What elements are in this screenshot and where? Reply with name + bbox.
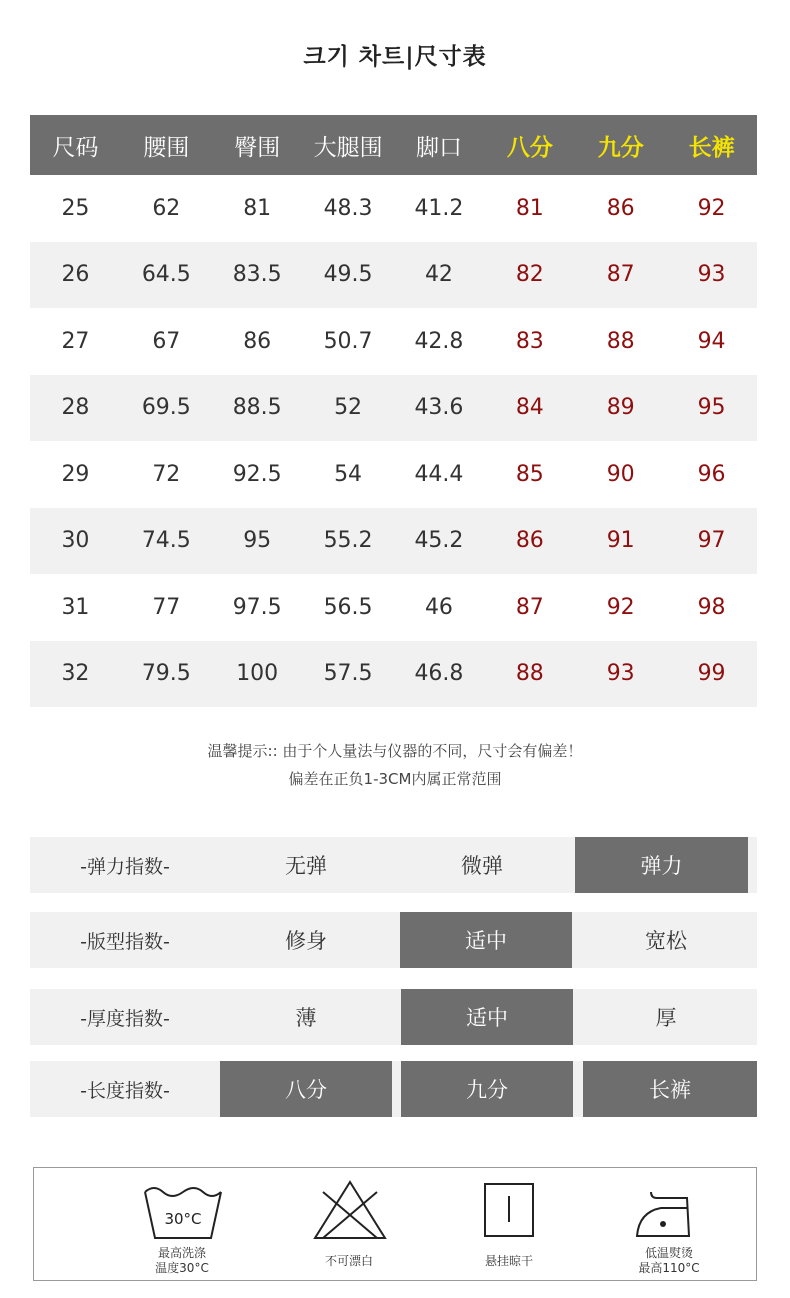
table-cell: 88 [515,661,544,687]
table-cell: 26 [61,262,90,288]
table-cell: 52 [334,395,363,421]
table-cell: 74.5 [141,528,191,554]
table-cell: 81 [515,195,544,221]
table-cell: 92.5 [232,461,282,487]
page-title: 크기 차트|尺寸表 [303,44,487,70]
table-cell: 92 [606,594,635,620]
header-full-length: 长裤 [688,134,735,161]
table-cell: 79.5 [141,661,191,687]
header-hem: 脚口 [415,134,462,161]
table-cell: 90 [606,461,635,487]
elasticity-index-row [30,837,757,893]
table-cell: 27 [61,328,90,354]
table-cell: 50.7 [323,328,373,354]
iron-text-1: 低温熨烫 [644,1246,693,1260]
table-cell: 94 [697,328,726,354]
table-cell: 87 [515,594,544,620]
iron-text-2: 最高110°C [638,1261,700,1275]
table-cell: 100 [236,661,279,687]
dry-text: 悬挂晾干 [484,1254,533,1268]
length-index-row [30,1061,757,1117]
table-cell: 91 [606,528,635,554]
header-hip: 臀围 [234,134,281,161]
table-row [30,641,757,708]
table-cell: 54 [334,461,363,487]
table-cell: 95 [697,395,726,421]
tip-line-1: 温馨提示:: 由于个人量法与仪器的不同，尺寸会有偏差！ [207,742,583,760]
thickness-option-thin: 薄 [295,1006,317,1030]
table-cell: 62 [152,195,181,221]
table-cell: 42.8 [414,328,464,354]
table-cell: 83.5 [232,262,282,288]
table-row [30,375,757,442]
table-cell: 86 [515,528,544,554]
thickness-option-medium-selected: 适中 [401,989,573,1045]
bleach-text: 不可漂白 [324,1254,373,1268]
table-cell: 64.5 [141,262,191,288]
table-cell: 45.2 [414,528,464,554]
table-cell: 88 [606,328,635,354]
length-option-cropped-selected: 八分 [220,1061,392,1117]
fit-index-row [30,912,757,968]
table-cell: 84 [515,395,544,421]
table-cell: 49.5 [323,262,373,288]
table-cell: 72 [152,461,181,487]
table-cell: 83 [515,328,544,354]
care-dry [429,1168,589,1280]
table-row [30,574,757,641]
wash-text-1: 最高洗涤 [157,1246,206,1260]
wash-text-2: 温度30°C [155,1261,209,1275]
table-cell: 93 [697,262,726,288]
table-cell: 86 [243,328,272,354]
size-table [30,115,757,707]
table-cell: 43.6 [414,395,464,421]
table-cell: 92 [697,195,726,221]
care-bleach [269,1168,429,1280]
tip-line-2: 偏差在正负1-3CM内属正常范围 [288,770,502,788]
header-size: 尺码 [52,134,99,161]
table-cell: 99 [697,661,726,687]
elasticity-option-stretch-selected: 弹力 [575,837,748,893]
table-cell: 69.5 [141,395,191,421]
header-ankle-length: 九分 [597,134,644,161]
table-cell: 95 [243,528,272,554]
thickness-index-row [30,989,757,1045]
table-cell: 96 [697,461,726,487]
table-row [30,508,757,575]
table-cell: 89 [606,395,635,421]
table-cell: 97 [697,528,726,554]
table-cell: 82 [515,262,544,288]
length-option-full-selected: 长裤 [583,1061,757,1117]
table-cell: 77 [152,594,181,620]
table-cell: 85 [515,461,544,487]
fit-label: -版型指数- [80,930,170,953]
fit-option-slim: 修身 [285,929,327,953]
table-cell: 30 [61,528,90,554]
table-cell: 28 [61,395,90,421]
fit-option-regular-selected: 适中 [400,912,572,968]
table-cell: 88.5 [232,395,282,421]
table-cell: 56.5 [323,594,373,620]
table-cell: 87 [606,262,635,288]
thickness-option-thick: 厚 [655,1006,677,1030]
table-cell: 41.2 [414,195,464,221]
table-cell: 31 [61,594,90,620]
table-cell: 48.3 [323,195,373,221]
table-cell: 46 [424,594,453,620]
header-waist: 腰围 [143,134,190,161]
header-thigh: 大腿围 [313,134,383,161]
table-header [30,115,757,175]
table-row [30,441,757,508]
table-cell: 25 [61,195,90,221]
elasticity-label: -弹力指数- [80,855,170,878]
length-label: -长度指数- [80,1079,170,1102]
table-cell: 67 [152,328,181,354]
care-wash [102,1168,262,1280]
elasticity-option-none: 无弹 [285,854,327,878]
table-cell: 46.8 [414,661,464,687]
table-cell: 86 [606,195,635,221]
table-cell: 57.5 [323,661,373,687]
table-row [30,242,757,309]
thickness-label: -厚度指数- [80,1007,170,1030]
table-cell: 81 [243,195,272,221]
table-cell: 97.5 [232,594,282,620]
care-iron [589,1168,749,1280]
table-cell: 32 [61,661,90,687]
care-instructions [33,1167,757,1281]
table-cell: 55.2 [323,528,373,554]
table-body [30,175,757,707]
table-cell: 98 [697,594,726,620]
table-cell: 29 [61,461,90,487]
fit-option-loose: 宽松 [645,929,687,953]
header-cropped-length: 八分 [506,134,553,161]
table-cell: 42 [424,262,453,288]
table-row [30,308,757,375]
wash-temp-label: 30°C [164,1210,202,1228]
table-row [30,175,757,242]
elasticity-option-slight: 微弹 [461,854,503,878]
table-cell: 44.4 [414,461,464,487]
length-option-ankle-selected: 九分 [401,1061,573,1117]
table-cell: 93 [606,661,635,687]
